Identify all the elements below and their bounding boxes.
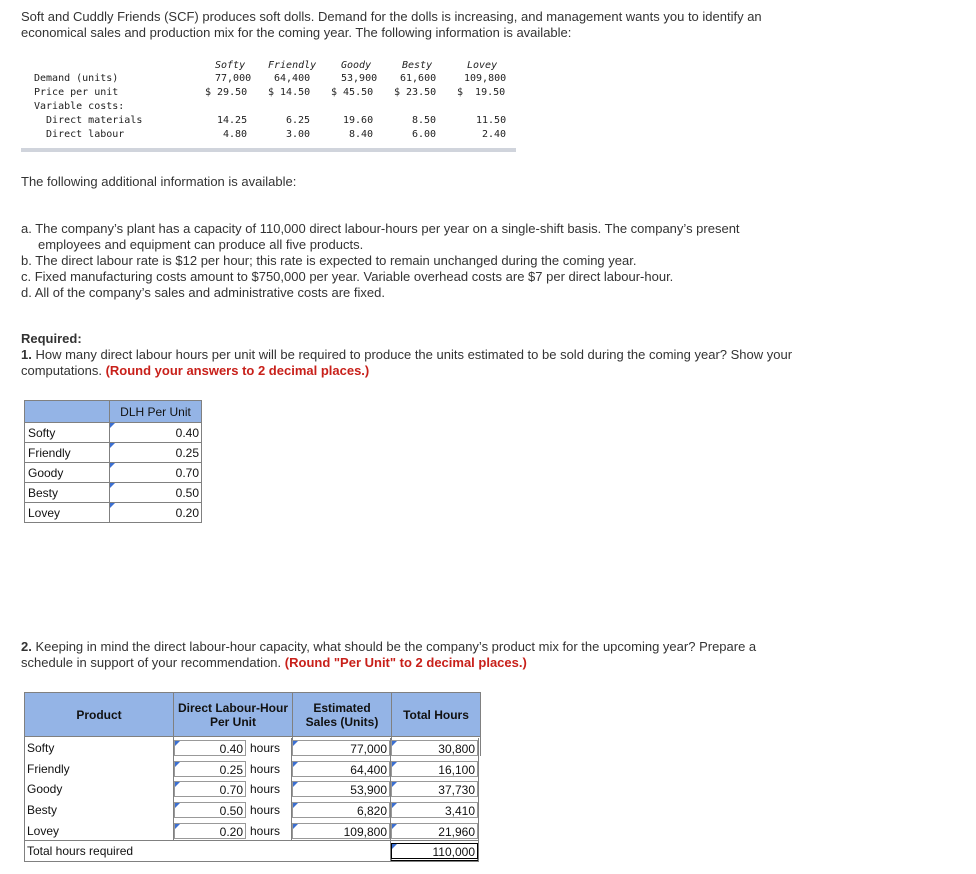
price-friendly: $ 14.50 [268, 87, 311, 98]
table2-header-total-hours: Total Hours [392, 693, 481, 737]
question-1-cont [21, 363, 792, 379]
table1-input-lovey[interactable] [110, 503, 202, 523]
input-flag-icon [293, 803, 298, 808]
col-header-friendly: Friendly [268, 60, 317, 71]
required-heading: Required: [21, 331, 82, 346]
table-row [25, 463, 202, 483]
input-flag-icon [175, 782, 180, 787]
table2-sales-lovey: 109,800 [343, 825, 387, 839]
additional-info-text: The following additional information is available: [21, 174, 297, 189]
table2-sales-input-friendly[interactable] [292, 761, 390, 777]
table2-header-est-line-1: Estimated [313, 700, 371, 715]
input-flag-icon [293, 762, 298, 767]
labour-besty: 6.00 [412, 129, 437, 140]
input-flag-icon [293, 824, 298, 829]
table2-total-hours-value: 110,000 [432, 845, 475, 859]
row-label-variable-costs: Variable costs: [34, 101, 125, 112]
info-item-b: b. The direct labour rate is $12 per hour; this rate is expected to remain unchanged during the coming year. [21, 253, 637, 268]
question-1-line-2: computations. [21, 363, 102, 378]
table1-input-softy[interactable] [110, 423, 202, 443]
table2-dlh-input-lovey[interactable] [174, 823, 246, 839]
labour-goody: 8.40 [349, 129, 374, 140]
table-row [25, 443, 202, 463]
table2-unit-softy: hours [250, 741, 281, 755]
input-flag-icon [392, 844, 397, 849]
input-flag-icon [293, 782, 298, 787]
demand-goody: 53,900 [341, 73, 378, 84]
table2-sales-input-besty[interactable] [292, 802, 390, 818]
demand-friendly: 64,400 [274, 73, 311, 84]
input-flag-icon [392, 803, 397, 808]
table2-sales-besty: 6,820 [356, 804, 387, 818]
input-flag-icon [392, 762, 397, 767]
table2-sales-input-lovey[interactable] [292, 823, 390, 839]
question-2-number: 2. [21, 639, 32, 654]
table1-input-goody[interactable] [110, 463, 202, 483]
table2-total-lovey: 21,960 [438, 825, 475, 839]
input-flag-icon [392, 741, 397, 746]
table2-dlh-input-friendly[interactable] [174, 761, 246, 777]
question-2-line-1 [21, 639, 756, 655]
table1-label-besty: Besty [25, 483, 110, 503]
table2-header-product: Product [25, 693, 174, 737]
question-1-text: How many direct labour hours per unit will be required to produce the units estimated to be sold during the coming year? Show your [31, 347, 793, 362]
table1-label-friendly: Friendly [25, 443, 110, 463]
table2-label-goody: Goody [27, 782, 63, 796]
price-goody: $ 45.50 [331, 87, 374, 98]
input-flag-icon [110, 483, 115, 488]
table2-total-friendly: 16,100 [438, 763, 475, 777]
question-2-line-2: schedule in support of your recommendation. [21, 655, 282, 670]
demand-lovey: 109,800 [464, 73, 507, 84]
info-item-c: c. Fixed manufacturing costs amount to $750,000 per year. Variable overhead costs are $7 per direct labour-hour. [21, 269, 674, 284]
table-row [25, 423, 202, 443]
question-2-line-2-wrap [21, 655, 756, 671]
table2-total-besty: 3,410 [444, 804, 475, 818]
table1-corner [25, 401, 110, 423]
labour-lovey: 2.40 [482, 129, 507, 140]
table2-header-estimated-sales [293, 693, 392, 737]
input-flag-icon [175, 741, 180, 746]
info-item-a-cont: employees and equipment can produce all five products. [38, 237, 364, 252]
question-2-note: (Round "Per Unit" to 2 decimal places.) [284, 655, 527, 670]
demand-besty: 61,600 [400, 73, 437, 84]
price-besty: $ 23.50 [394, 87, 437, 98]
table2-header-dlh-line-1: Direct Labour-Hour [177, 700, 288, 715]
table1-value-softy: 0.40 [175, 425, 199, 440]
input-flag-icon [175, 803, 180, 808]
col-header-goody: Goody [341, 60, 372, 71]
table2-dlh-input-goody[interactable] [174, 781, 246, 797]
question-2-text: Keeping in mind the direct labour-hour capacity, what should be the company’s product mix for the upcoming year? Prepare a [31, 639, 757, 654]
demand-softy: 77,000 [215, 73, 252, 84]
table1-input-besty[interactable] [110, 483, 202, 503]
table-row [25, 503, 202, 523]
input-flag-icon [392, 824, 397, 829]
col-header-lovey: Lovey [467, 60, 498, 71]
table2-label-friendly: Friendly [27, 762, 70, 776]
table2-total-goody: 37,730 [438, 783, 475, 797]
row-label-direct-materials: Direct materials [34, 115, 143, 126]
table2-header-est-line-2: Sales (Units) [305, 714, 379, 729]
table2-unit-friendly: hours [250, 762, 281, 776]
table2-dlh-input-besty[interactable] [174, 802, 246, 818]
input-flag-icon [293, 741, 298, 746]
table2-header-dlh-line-2: Per Unit [209, 714, 256, 729]
materials-goody: 19.60 [343, 115, 374, 126]
table2-dlh-goody: 0.70 [219, 783, 243, 797]
input-flag-icon [110, 503, 115, 508]
table1-label-softy: Softy [25, 423, 110, 443]
table2-label-besty: Besty [27, 803, 58, 817]
price-lovey: $ 19.50 [457, 87, 506, 98]
info-item-d: d. All of the company’s sales and administrative costs are fixed. [21, 285, 385, 300]
input-flag-icon [110, 423, 115, 428]
question-2 [21, 639, 756, 671]
table1-value-goody: 0.70 [175, 465, 199, 480]
question-1 [21, 347, 792, 363]
table1-input-friendly[interactable] [110, 443, 202, 463]
question-1-number: 1. [21, 347, 32, 362]
row-label-price: Price per unit [34, 87, 119, 98]
intro-line-1: Soft and Cuddly Friends (SCF) produces soft dolls. Demand for the dolls is increasing, and management wants you to identify an [21, 9, 762, 24]
intro-line-2: economical sales and production mix for the coming year. The following information is available: [21, 25, 572, 40]
table2-total-input-softy[interactable] [391, 740, 478, 756]
price-softy: $ 29.50 [205, 87, 248, 98]
materials-besty: 8.50 [412, 115, 437, 126]
table1-value-friendly: 0.25 [175, 445, 199, 460]
materials-lovey: 11.50 [476, 115, 507, 126]
table2-total-softy: 30,800 [438, 742, 475, 756]
question-1-note: (Round your answers to 2 decimal places.) [105, 363, 370, 378]
product-data-table [21, 58, 516, 150]
table2-dlh-lovey: 0.20 [219, 825, 243, 839]
table2-sales-input-goody[interactable] [292, 781, 390, 797]
table1-value-besty: 0.50 [175, 485, 199, 500]
labour-friendly: 3.00 [286, 129, 311, 140]
col-header-besty: Besty [402, 60, 433, 71]
table2-dlh-besty: 0.50 [219, 804, 243, 818]
table2-header-dlh [174, 693, 293, 737]
table2-label-lovey: Lovey [27, 824, 60, 838]
input-flag-icon [175, 762, 180, 767]
table2-sales-input-softy[interactable] [292, 740, 390, 756]
row-label-demand: Demand (units) [34, 73, 119, 84]
table2-sales-friendly: 64,400 [350, 763, 387, 777]
table2-dlh-friendly: 0.25 [219, 763, 243, 777]
materials-softy: 14.25 [217, 115, 248, 126]
intro-text [21, 9, 762, 41]
table2-unit-goody: hours [250, 782, 281, 796]
table1-label-goody: Goody [25, 463, 110, 483]
table2-unit-lovey: hours [250, 824, 281, 838]
table2-label-softy: Softy [27, 741, 55, 755]
table2-total-input-friendly[interactable] [391, 761, 478, 777]
table2-total-hours-input[interactable] [391, 843, 478, 861]
table2-sales-softy: 77,000 [350, 742, 387, 756]
table2-total-input-goody[interactable] [391, 781, 478, 797]
info-list [21, 221, 740, 301]
dlh-per-unit-table [24, 400, 202, 523]
table-row [25, 483, 202, 503]
table2-dlh-softy: 0.40 [219, 742, 243, 756]
table1-header-dlh: DLH Per Unit [110, 401, 202, 423]
table1-label-lovey: Lovey [25, 503, 110, 523]
table2-unit-besty: hours [250, 803, 281, 817]
table-bottom-rule [21, 148, 516, 152]
info-item-a: a. The company’s plant has a capacity of 110,000 direct labour-hours per year on a single-shift basis. The company’s present [21, 221, 740, 236]
table2-total-label: Total hours required [27, 844, 134, 858]
table2-sales-goody: 53,900 [350, 783, 387, 797]
col-header-softy: Softy [215, 60, 246, 71]
labour-softy: 4.80 [223, 129, 248, 140]
table2-dlh-input-softy[interactable] [174, 740, 246, 756]
input-flag-icon [392, 782, 397, 787]
materials-friendly: 6.25 [286, 115, 311, 126]
table2-total-input-besty[interactable] [391, 802, 478, 818]
table2-total-input-lovey[interactable] [391, 823, 478, 839]
table1-value-lovey: 0.20 [175, 505, 199, 520]
row-label-direct-labour: Direct labour [34, 129, 125, 140]
input-flag-icon [175, 824, 180, 829]
input-flag-icon [110, 443, 115, 448]
required-section [21, 331, 792, 379]
input-flag-icon [110, 463, 115, 468]
